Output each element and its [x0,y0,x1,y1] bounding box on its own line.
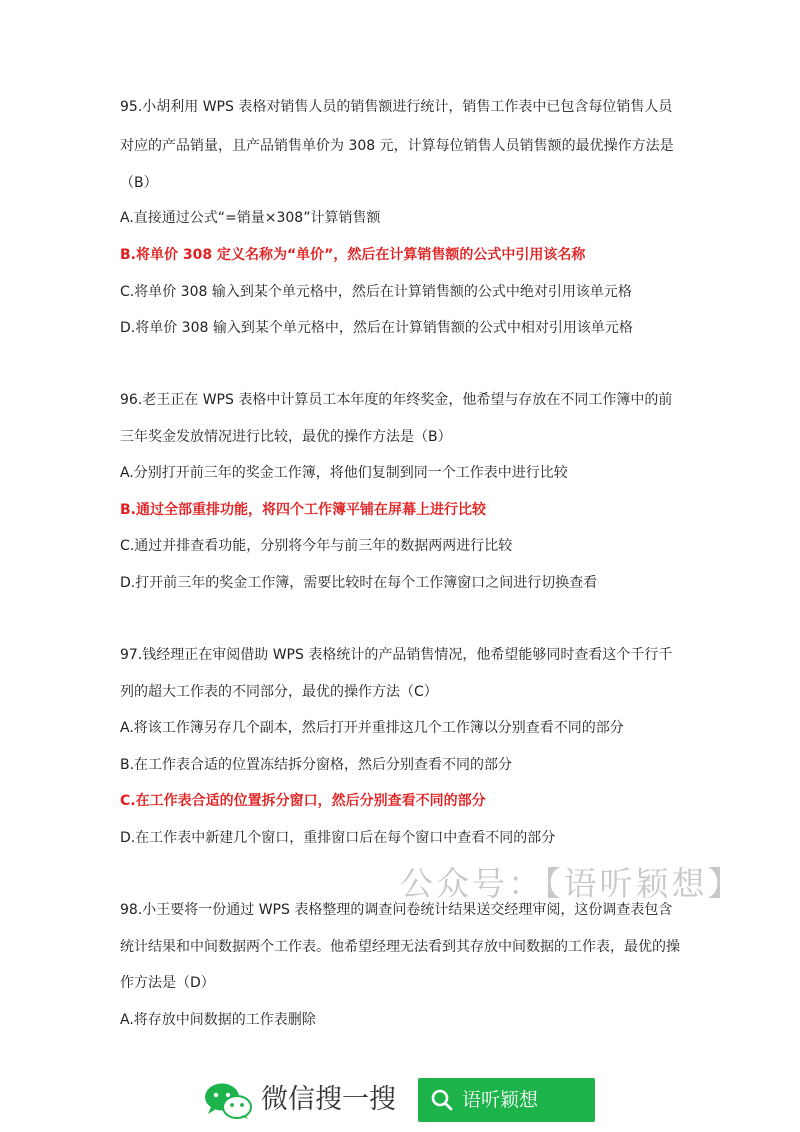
watermark-text: 公众号：【语听颖想】 [400,864,744,903]
question-95-option-b-answer: B.将单价 308 定义名称为“单价”，然后在计算销售额的公式中引用该名称 [120,247,586,263]
question-95-option-a: A.直接通过公式“=销量×308”计算销售额 [120,210,381,226]
question-98-stem-line-2: 统计结果和中间数据两个工作表。他希望经理无法看到其存放中间数据的工作表，最优的操 [120,939,680,955]
question-98-option-a: A.将存放中间数据的工作表删除 [120,1012,316,1028]
question-96-option-b-answer: B.通过全部重排功能，将四个工作簿平铺在屏幕上进行比较 [120,502,486,518]
wechat-search-label: 微信搜一搜 [261,1084,396,1115]
question-95-option-c: C.将单价 308 输入到某个单元格中，然后在计算销售额的公式中绝对引用该单元格 [120,284,632,300]
wechat-search-banner [203,1078,595,1122]
question-95-stem-line-1: 95.小胡利用 WPS 表格对销售人员的销售额进行统计，销售工作表中已包含每位销售人员 [120,99,673,115]
question-97-stem-line-1: 97.钱经理正在审阅借助 WPS 表格统计的产品销售情况，他希望能够同时查看这个千行千 [120,647,673,663]
question-97-option-c-answer: C.在工作表合适的位置拆分窗口，然后分别查看不同的部分 [120,793,486,809]
question-96-stem-line-2: 三年奖金发放情况进行比较，最优的操作方法是（B） [120,429,452,445]
question-96-option-c: C.通过并排查看功能，分别将今年与前三年的数据两两进行比较 [120,538,513,554]
question-95-option-d: D.将单价 308 输入到某个单元格中，然后在计算销售额的公式中相对引用该单元格 [120,320,633,336]
search-keyword: 语听颖想 [462,1089,539,1111]
search-icon [430,1088,454,1112]
question-96-stem-line-1: 96.老王正在 WPS 表格中计算员工本年度的年终奖金，他希望与存放在不同工作簿中的前 [120,392,673,408]
question-95-stem-line-3: （B） [120,175,158,191]
question-95-stem-line-2: 对应的产品销量，且产品销售单价为 308 元，计算每位销售人员销售额的最优操作方法是 [120,138,674,154]
question-97-option-b: B.在工作表合适的位置冻结拆分窗格，然后分别查看不同的部分 [120,757,513,773]
question-96-option-a: A.分别打开前三年的奖金工作簿，将他们复制到同一个工作表中进行比较 [120,465,568,481]
search-button[interactable] [418,1078,595,1122]
question-97-option-a: A.将该工作簿另存几个副本，然后打开并重排这几个工作簿以分别查看不同的部分 [120,720,624,736]
question-96-option-d: D.打开前三年的奖金工作簿，需要比较时在每个工作簿窗口之间进行切换查看 [120,575,598,591]
question-98-stem-line-3: 作方法是（D） [120,975,215,991]
question-97-stem-line-2: 列的超大工作表的不同部分，最优的操作方法（C） [120,684,438,700]
question-97-option-d: D.在工作表中新建几个窗口，重排窗口后在每个窗口中查看不同的部分 [120,830,556,846]
question-98-stem-line-1: 98.小王要将一份通过 WPS 表格整理的调查问卷统计结果送交经理审阅，这份调查表包含 [120,902,673,918]
wechat-icon [203,1082,253,1120]
